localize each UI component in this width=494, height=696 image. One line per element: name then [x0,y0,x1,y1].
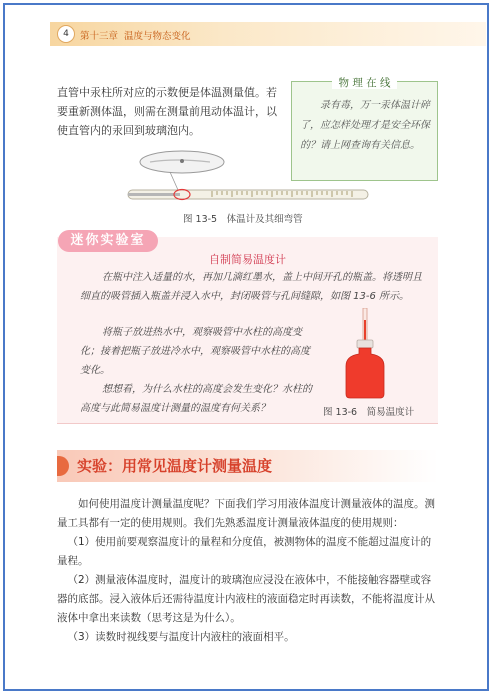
figure-13-5-caption: 图 13-5 体温计及其细弯管 [183,214,303,225]
rule-3: （3）读数时视线要与温度计内液柱的液面相平。 [67,631,295,643]
clinical-thermometer-figure [120,150,370,210]
mini-lab-step-1: 在瓶中注入适量的水，再加几滴红墨水，盖上中间开孔的瓶盖。将透明且细直的吸管插入瓶盖并浸入水中，封闭吸管与孔间缝隙，如图 13-6 所示。 [80,272,422,302]
chapter-title: 温度与物态变化 [124,31,191,42]
physics-online-text: 录有毒，万一汞体温计碎了，应怎样处理才是安全环保的？请上网查询有关信息。 [300,100,430,151]
chapter-label: 第十三章 [80,31,119,42]
chapter-heading [80,28,197,42]
main-paragraph-intro: 如何使用温度计测量温度呢？下面我们学习用液体温度计测量液体的温度。测量工具都有一定的使用规则。我们先熟悉温度计测量液体温度的使用规则： [57,498,435,529]
page-number: 4 [57,25,75,43]
simple-thermometer-bottle [340,308,390,400]
mini-lab-question: 想想看，为什么水柱的高度会发生变化？水柱的高度与此简易温度计测量的温度有何关系？ [80,384,312,414]
thermometer-body [128,190,368,199]
mini-lab-title: 自制简易温度计 [209,253,286,266]
physics-online-title: 物 理 在 线 [332,77,396,89]
rule-2: （2）测量液体温度时，温度计的玻璃泡应浸没在液体中，不能接触容器壁或容器的底部。浸入液体后还需待温度计内液柱的液面稳定时再读数，不能将温度计从液体中拿出来读数（思考这是为什么）。 [57,574,435,624]
thermometer-magnifier [140,151,224,173]
bottle-body [346,348,384,398]
rule-1: （1）使用前要观察温度计的量程和分度值，被测物体的温度不能超过温度计的量程。 [57,536,432,567]
mini-lab-badge: 迷你实验室 [58,230,158,252]
straw-liquid [364,320,366,342]
magnifier-pointer [170,172,178,190]
intro-paragraph: 直管中汞柱所对应的示数便是体温测量值。若要重新测体温，则需在测量前甩动体温计，以使直管内的汞回到玻璃泡内。 [57,86,277,137]
section-banner [57,448,438,484]
section-title: 实验：用常见温度计测量温度 [77,457,273,475]
mini-lab-step-2: 将瓶子放进热水中，观察吸管中水柱的高度变化；接着把瓶子放进冷水中，观察吸管中水柱的高度变化。 [80,327,310,376]
figure-13-6-caption: 图 13-6 简易温度计 [323,407,415,418]
bottle-cap [357,340,373,348]
